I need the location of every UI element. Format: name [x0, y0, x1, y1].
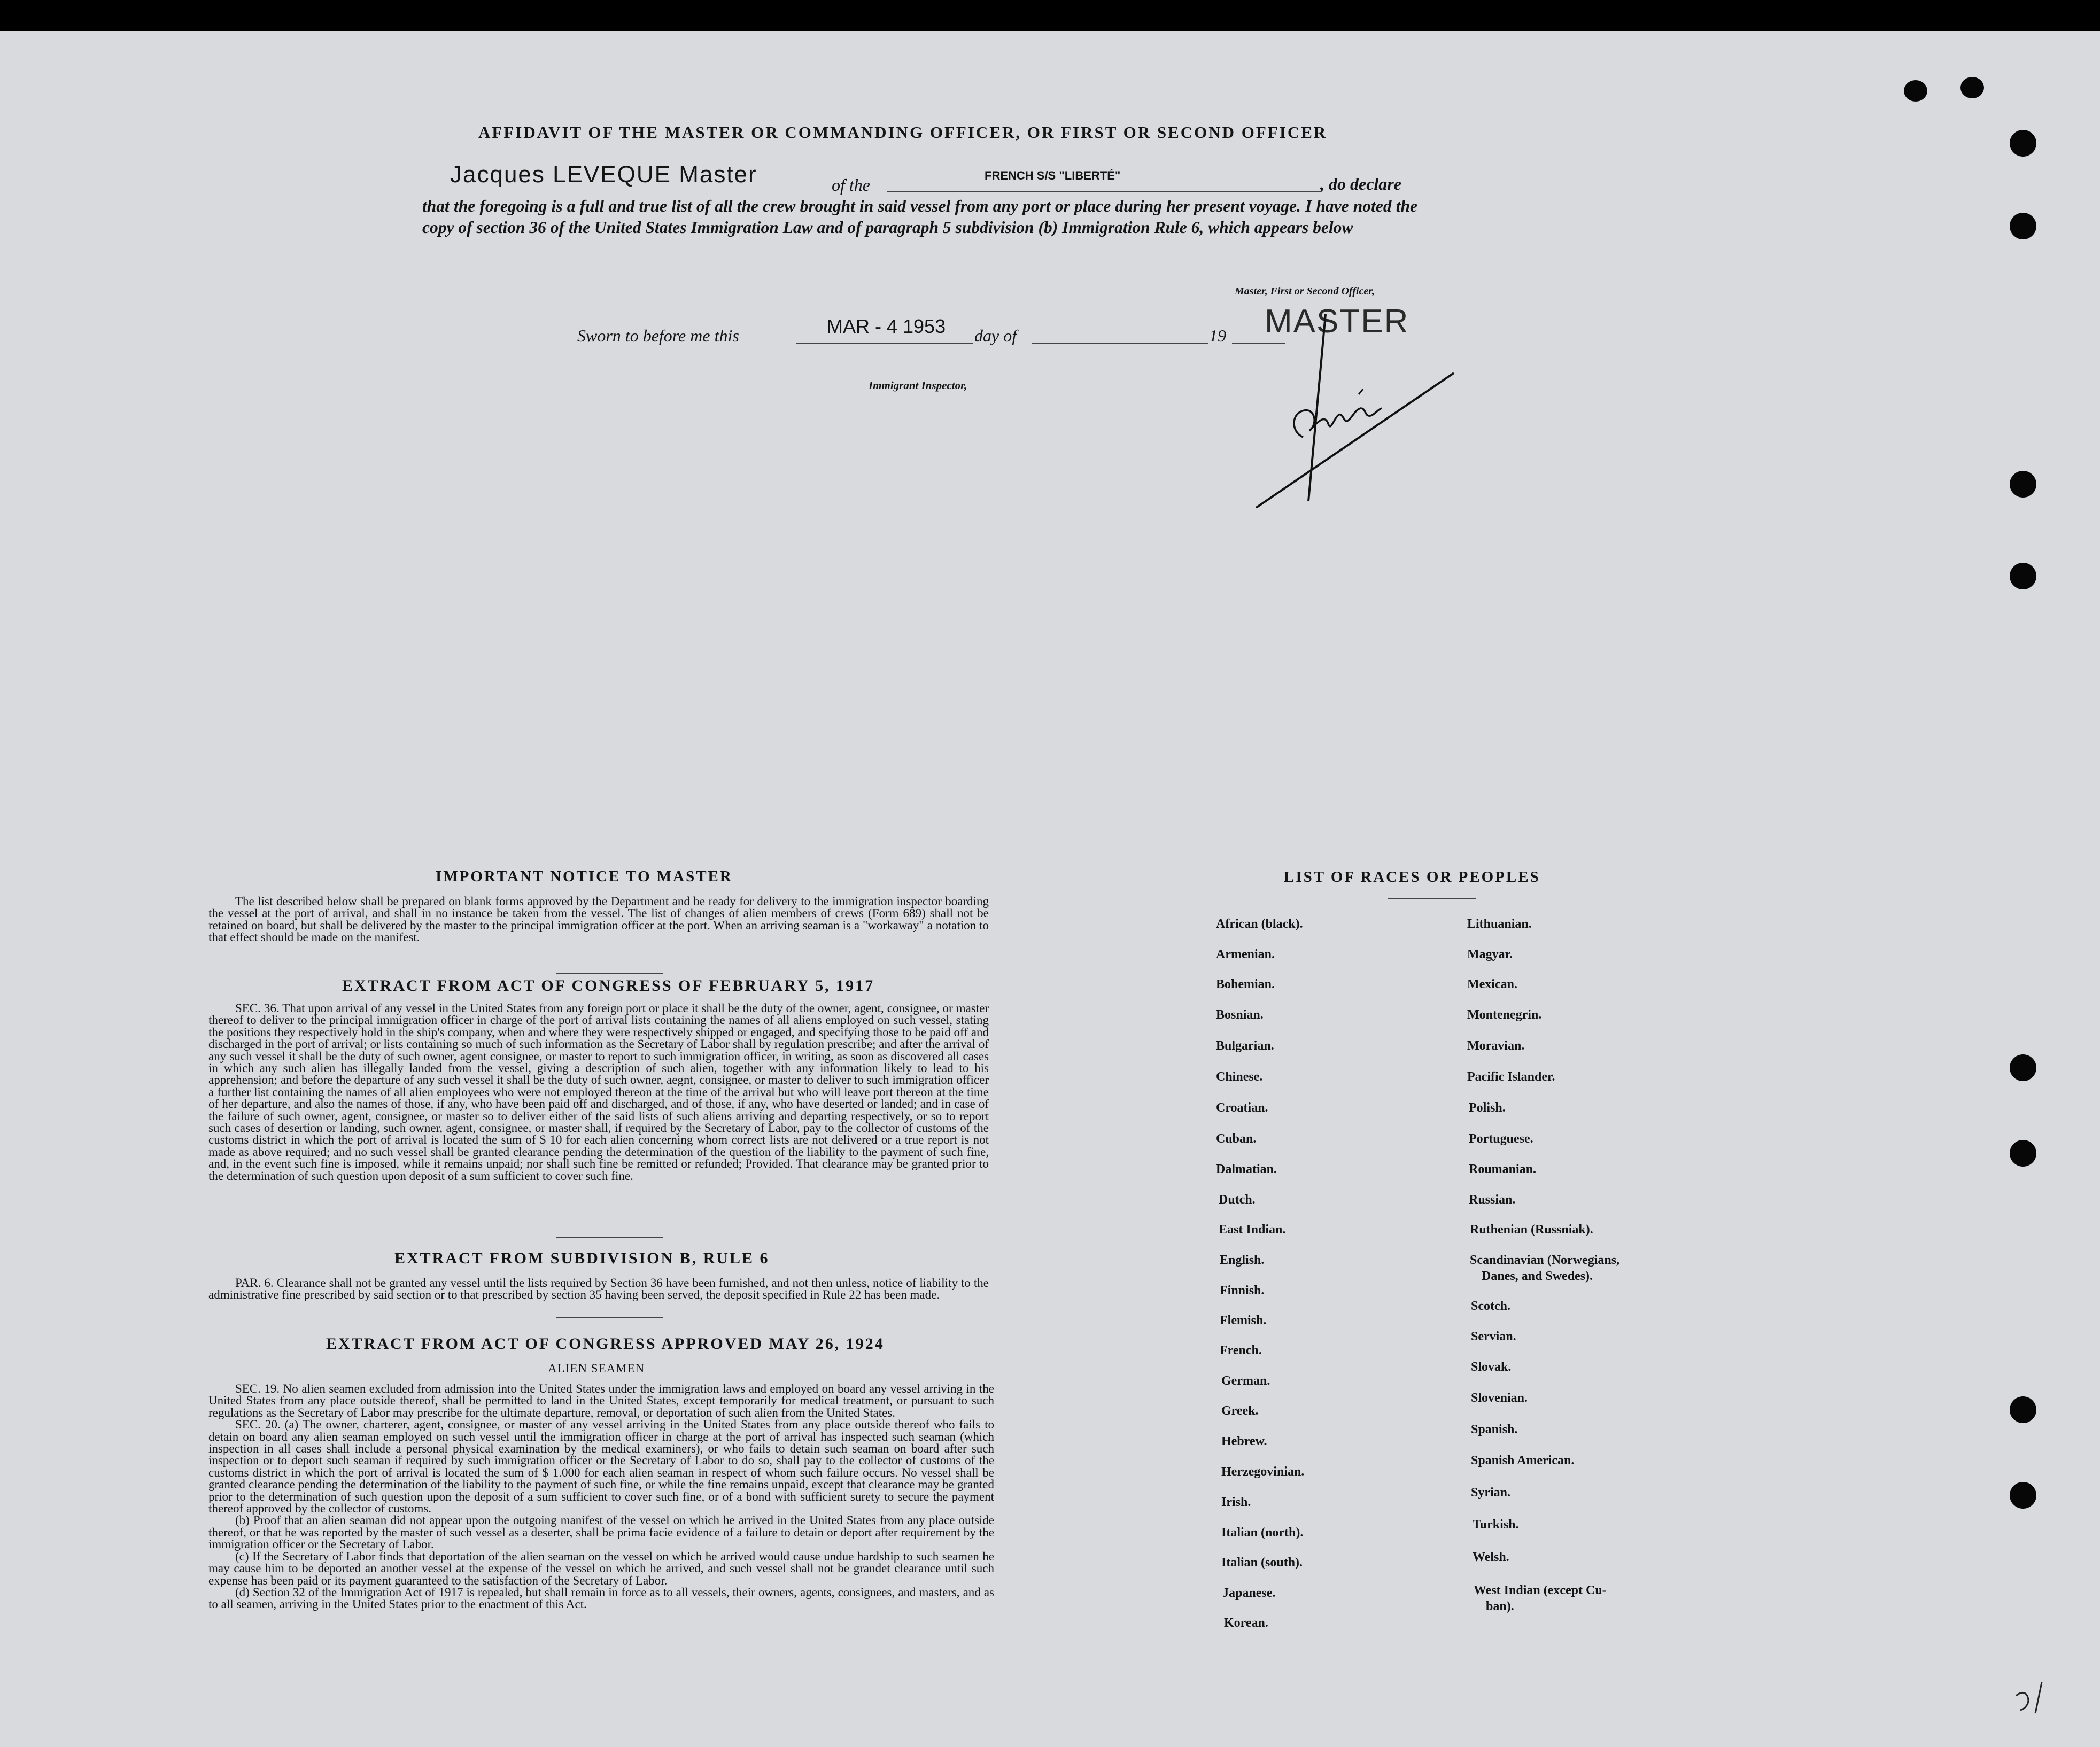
sworn-label: Sworn to before me this — [577, 326, 739, 345]
day-of-label: day of — [974, 326, 1017, 345]
divider — [556, 973, 663, 974]
vessel-line — [887, 191, 1320, 192]
race-item: Polish. — [1469, 1101, 1506, 1115]
race-item: Korean. — [1224, 1616, 1268, 1630]
race-item: Bosnian. — [1216, 1008, 1264, 1022]
race-item: Finnish. — [1220, 1284, 1265, 1298]
races-title: LIST OF RACES OR PEOPLES — [1284, 868, 1540, 886]
notice-title: IMPORTANT NOTICE TO MASTER — [436, 868, 733, 885]
races-title-underline — [1388, 898, 1476, 899]
race-item: Japanese. — [1222, 1586, 1276, 1600]
of-the-label: of the — [832, 175, 870, 195]
inspector-label: Immigrant Inspector, — [869, 379, 967, 392]
race-item: Italian (south). — [1221, 1556, 1303, 1570]
extract-1917-body: SEC. 36. That upon arrival of any vessel in the United States from any foreign port or place it shall be the duty of the owner, agent, consignee, or master thereof to deliver to the principal immigration officer in charge of the port of arrival lists containing the names of all aliens employed on such vessel, stating the positions they respectively hold in the ship's company, when and where they were respectively shipped or engaged, and specifying those to be paid off and discharged in the port of arrival; or lists containing so much of such information as the Secretary of Labor shall by regulation prescribe; and after the arrival of any such vessel it shall be the duty of such owner, agent consignee, or master to report to such immigration officer, in writing, as soon as discovered all cases in which any such alien has illegally landed from the vessel, giving a description of such alien, together with any information likely to lead to his apprehension; and before the departure of any such vessel it shall be the duty of such owner, aegnt, consignee, or master to deliver to such immigration officer a further list containing the names of all alien employees who were not employed thereon at the time of the arrival but who will leave port thereon at the time of her departure, and also the names of those, if any, who have been paid off and discharged, and of those, if any, who have deserted or landed; and in case of the failure of such owner, agent, consignee, or master so to deliver either of the said lists of such aliens arriving and departing respectively, or so to report such cases of desertion or landing, such owner, agent, consignee, or master shall, if required by the Secretary of Labor, pay to the collector of customs of the customs district in which the port of arrival is located the sum of $ 10 for each alien concerning whom correct lists are not delivered or a true report is not made as above required; and no such vessel shall be granted clearance pending the determination of the question of the liability to the payment of such fine, and, in the event such fine is imposed, while it remains unpaid; nor shall such fine be remitted or refunded; Provided. That clearance may be granted prior to the determination of such question upon deposit of a sum sufficient to cover such fine. — [208, 1001, 989, 1183]
sec20a-text: SEC. 20. (a) The owner, charterer, agent, consignee, or master of any vessel arriving in the United States from any place outside thereof who fails to detain on board any alien seaman employed on such vessel until the immigration officer in charge at the port of arrival has inspected such seaman (which inspection in all cases shall include a personal physical examination by the medical examiners), or who fails to detain such seaman on board after such inspection or to deport such seaman if required by such immigration officer or the Secretary of Labor to do so, shall pay to the collector of customs of the customs district in which the port of arrival is located the sum of $ 1.000 for each alien seaman in respect of whom such failure occurs. No vessel shall be granted clearance pending the determination of the liability to the payment of such fine, or while the fine remains unpaid, except that clearance may be granted prior to the determination of such question upon the deposit of a sum sufficient to cover such fine, or of a bond with sufficient surety to secure the payment thereof approved by the collector of customs. — [208, 1418, 994, 1516]
race-item: East Indian. — [1219, 1223, 1286, 1237]
sec20c-text: (c) If the Secretary of Labor finds that deportation of the alien seaman on the vessel on which he arrived would cause undue hardship to such seamen he may cause him to be deported an another vessel at the expense of the vessel on which he arrived, and such vessel shall not be grandet clearance until such expense has been paid or its payment guaranteed to the satisfaction of the Secretary of Labor. — [208, 1549, 994, 1587]
race-item: Slovenian. — [1471, 1391, 1528, 1405]
punch-hole — [1960, 77, 1984, 98]
divider — [556, 1237, 663, 1238]
race-item: Portuguese. — [1469, 1132, 1533, 1146]
race-item: Danes, and Swedes). — [1482, 1269, 1593, 1283]
race-item: African (black). — [1216, 917, 1303, 931]
do-declare-label: , do declare — [1320, 174, 1401, 193]
punch-hole — [2010, 563, 2036, 589]
punch-hole — [2010, 1396, 2036, 1423]
race-item: Servian. — [1471, 1330, 1516, 1344]
race-item: Flemish. — [1220, 1314, 1267, 1327]
race-item: Scandinavian (Norwegians, — [1470, 1253, 1620, 1267]
race-item: Scotch. — [1471, 1299, 1510, 1313]
race-item: Pacific Islander. — [1467, 1070, 1555, 1084]
officer-label: Master, First or Second Officer, — [1235, 285, 1375, 297]
race-item: Turkish. — [1473, 1518, 1519, 1532]
extract-1917-title: EXTRACT FROM ACT OF CONGRESS OF FEBRUARY 5, 1917 — [342, 977, 875, 995]
page-mark — [2010, 1672, 2074, 1720]
year-prefix: 19 — [1209, 326, 1226, 345]
extract-1924-body — [208, 1383, 994, 1611]
notice-body: The list described below shall be prepared on blank forms approved by the Department and be ready for delivery to the immigration inspector boarding the vessel at the port of arrival, and shall in no instance be taken from the vessel. The list of changes of alien members of crews (Form 689) shall not be retained on board, but shall be delivered by the master to the principal immigration officer at the port. When an arriving seaman is a "workaway" a notation to that effect should be made on the manifest. — [208, 895, 989, 944]
punch-hole — [2010, 471, 2036, 498]
punch-hole — [2010, 130, 2036, 157]
day-line — [1032, 343, 1208, 344]
sec20d-text: (d) Section 32 of the Immigration Act of 1917 is repealed, but shall remain in force as to all vessels, their owners, agents, consignees, and masters, and as to all seamen, arriving in the United States prior to the enactment of this Act. — [208, 1585, 994, 1611]
sec20b-text: (b) Proof that an alien seaman did not appear upon the outgoing manifest of the vessel on which he arrived in the United States from any place outside thereof, or that he was reported by the master of such vessel as a deserter, shall be prima facie evidence of a failure to detain or deport after requirement by the immigration officer or the Secretary of Labor. — [208, 1513, 994, 1551]
affidavit-heading: AFFIDAVIT OF THE MASTER OR COMMANDING OFFICER, OR FIRST OR SECOND OFFICER — [478, 123, 1328, 142]
race-item: Mexican. — [1467, 977, 1517, 991]
punch-hole — [2010, 213, 2036, 239]
punch-hole — [2010, 1054, 2036, 1081]
date-line — [796, 343, 973, 344]
race-item: Montenegrin. — [1467, 1008, 1542, 1022]
master-signature — [1240, 309, 1464, 512]
race-item: Chinese. — [1216, 1070, 1263, 1084]
race-item: Magyar. — [1467, 948, 1513, 961]
race-item: Moravian. — [1467, 1039, 1525, 1053]
extract-1924-title: EXTRACT FROM ACT OF CONGRESS APPROVED MAY 26, 1924 — [326, 1335, 885, 1353]
affidavit-body: that the foregoing is a full and true list of all the crew brought in said vessel from any port or place during her present voyage. I have noted the copy of section 36 of the United States Immigration Law and of paragraph 5 subdivision (b) Immigration Rule 6, which appears below — [422, 197, 1417, 237]
race-item: Armenian. — [1216, 948, 1275, 961]
race-item: Greek. — [1221, 1404, 1259, 1418]
race-item: West Indian (except Cu- — [1474, 1583, 1607, 1597]
master-name: Jacques LEVEQUE Master — [450, 161, 757, 188]
document-page — [0, 31, 2100, 1747]
race-item: Bohemian. — [1216, 977, 1275, 991]
sec19-text: SEC. 19. No alien seamen excluded from admission into the United States under the immigration laws and employed on board any vessel arriving in the United States from any place outside thereof, shall be permitted to land in the United States, except temporarily for medical treatment, or pursuant to such regulations as the Secretary of Labor may prescribe for the ultimate departure, removal, or deportation of such alien from the United States. — [208, 1382, 994, 1419]
vessel-name: FRENCH S/S "LIBERTÉ" — [985, 169, 1121, 182]
divider — [556, 1317, 663, 1318]
race-item: Spanish American. — [1471, 1454, 1575, 1468]
race-item: Lithuanian. — [1467, 917, 1532, 931]
race-item: Herzegovinian. — [1221, 1465, 1305, 1479]
race-item: Croatian. — [1216, 1101, 1268, 1115]
race-item: Slovak. — [1471, 1360, 1512, 1374]
punch-hole — [2010, 1482, 2036, 1509]
race-item: German. — [1221, 1374, 1270, 1388]
extract-1924-subtitle: ALIEN SEAMEN — [548, 1362, 645, 1375]
race-item: ban). — [1486, 1600, 1514, 1613]
punch-hole — [2010, 1140, 2036, 1167]
subdivision-title: EXTRACT FROM SUBDIVISION B, RULE 6 — [394, 1249, 770, 1267]
race-item: Dutch. — [1219, 1193, 1256, 1207]
race-item: Bulgarian. — [1216, 1039, 1274, 1053]
race-item: Ruthenian (Russniak). — [1470, 1223, 1593, 1237]
race-item: Roumanian. — [1469, 1162, 1537, 1176]
punch-hole — [1904, 80, 1927, 102]
subdivision-body: PAR. 6. Clearance shall not be granted any vessel until the lists required by Section 36 have been furnished, and not then unless, notice of liability to the administrative fine prescribed by said section or to that prescribed by section 35 having been served, the deposit specified in Rule 22 has been made. — [208, 1276, 989, 1302]
race-item: English. — [1220, 1253, 1265, 1267]
race-item: Italian (north). — [1221, 1526, 1304, 1540]
race-item: Dalmatian. — [1216, 1162, 1277, 1176]
race-item: Cuban. — [1216, 1132, 1257, 1146]
race-item: Russian. — [1469, 1193, 1516, 1207]
race-item: Irish. — [1221, 1495, 1251, 1509]
race-item: Hebrew. — [1221, 1434, 1267, 1448]
race-item: Syrian. — [1471, 1486, 1511, 1500]
race-item: Spanish. — [1471, 1423, 1518, 1437]
date-stamp: MAR - 4 1953 — [827, 315, 946, 337]
race-item: French. — [1220, 1344, 1262, 1357]
officer-stamp: MASTER — [1265, 303, 1409, 340]
race-item: Welsh. — [1473, 1550, 1509, 1564]
